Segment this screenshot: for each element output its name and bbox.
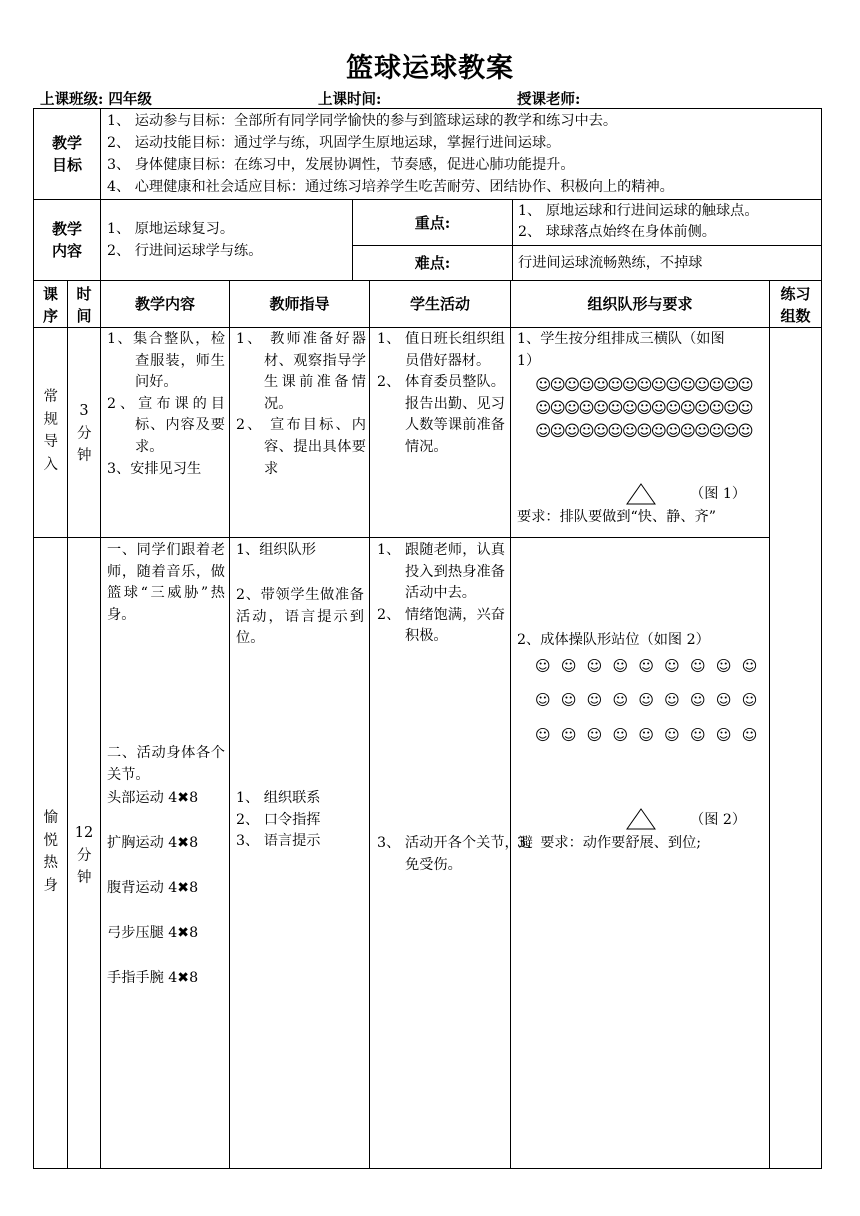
list-item: 2、 口令指挥 [236,811,321,828]
col-header-org: 组织队形与要求 [587,295,693,313]
smiley-row-1: ☺☺☺☺☺☺☺☺☺ [535,657,768,675]
section2-name: 愉 悦 热 身 [43,810,58,894]
list-item: 1、 教师准备好器材、观察指导学生课前准备情况。 [236,331,366,412]
goal-item: 1、 运动参与目标：全部所有同学同学愉快的参与到篮球运球的教学和练习中去。 [107,113,618,129]
difficulty-text: 行进间运球流畅熟练，不掉球 [518,255,703,271]
content-item: 1、 原地运球复习。 [107,221,235,237]
list-item: 1、 组织联系 [236,790,321,806]
section2-content-part2: 二、活动身体各个关节。 [107,745,225,783]
smiley-row-2: ☺☺☺☺☺☺☺☺☺☺☺☺☺☺☺ [535,399,752,417]
goals-label: 教学 目标 [51,134,82,174]
key-point-label: 重点: [414,214,451,232]
col-header-seq: 课 序 [42,285,58,325]
page-title: 篮球运球教案 [346,53,514,84]
smiley-row-3: ☺☺☺☺☺☺☺☺☺☺☺☺☺☺☺ [535,422,752,440]
section2-requirement: 3、要求：动作要舒展、到位; [517,835,702,851]
col-header-count: 练习 组数 [780,285,811,325]
section2-student [377,540,505,648]
section1-requirement: 要求：排队要做到“快、静、齐” [517,509,716,525]
smiley-row-2: ☺☺☺☺☺☺☺☺☺ [535,691,768,709]
section1-org-line2: 1） [517,353,541,369]
section2-content-part1: 一、同学们跟着老师，随着音乐，做篮球“三威胁”热身。 [107,542,225,623]
section1-student [377,329,505,459]
content-label: 教学 内容 [51,220,82,260]
goals-list [107,110,819,198]
fig2-label: （图 2） [690,812,747,828]
smiley-row-1: ☺☺☺☺☺☺☺☺☺☺☺☺☺☺☺ [535,376,752,394]
list-item: 1、集合整队，检查服装，师生问好。 [107,331,225,391]
list-item: 3、 语言提示 [236,833,321,850]
section1-org-line1: 1、学生按分组排成三横队（如图 [517,331,725,347]
list-item: 2、宣布课的目标、内容及要求。 [107,395,225,455]
goal-item: 4、 心理健康和社会适应目标：通过练习培养学生吃苦耐劳、团结协作、积极向上的精神。 [107,179,674,195]
section2-time: 12 分 钟 [74,825,94,886]
content-list [107,218,347,262]
list-item: 1、 跟随老师，认真投入到热身准备活动中去。 [377,542,505,602]
list-item: 3、安排见习生 [107,460,202,477]
goal-item: 2、 运动技能目标：通过学与练，巩固学生原地运球，掌握行进间运球。 [107,135,561,151]
class-label: 上课班级: 四年级 [40,91,152,108]
section2-student-item3: 3、 活动开各个关节，避免受伤。 [377,835,533,873]
section1-name: 常 规 导 入 [43,389,58,473]
exercise-item: 头部运动 4✖8 [107,790,199,806]
section1-content [107,329,225,480]
list-item: 2、 体育委员整队。报告出勤、见习人数等课前准备情况。 [377,374,505,455]
section2-org-line1: 2、成体操队形站位（如图 2） [517,632,710,648]
section2-teacher-part1: 1、组织队形 [236,542,316,558]
col-header-teacher: 教师指导 [269,295,330,313]
key-point-list: 1、 原地运球和行进间运球的触球点。 2、 球球落点始终在身体前侧。 [518,203,759,240]
smiley-row-3: ☺☺☺☺☺☺☺☺☺ [535,726,768,744]
exercise-item: 弓步压腿 4✖8 [107,925,199,941]
exercise-item: 手指手腕 4✖8 [107,970,199,986]
time-label: 上课时间: [318,91,382,108]
section1-teacher [236,329,366,480]
col-header-student: 学生活动 [409,295,470,313]
list-item: 1、 值日班长组织组员借好器材。 [377,331,505,369]
list-item: 2、 情绪饱满，兴奋积极。 [377,606,505,645]
fig1-label: （图 1） [690,486,747,502]
col-header-time: 时 间 [76,285,92,325]
exercise-item: 扩胸运动 4✖8 [107,835,199,851]
difficulty-label: 难点: [414,254,451,272]
exercise-item: 腹背运动 4✖8 [107,880,199,896]
section2-teacher-list [236,788,366,853]
list-item: 2、 宣布目标、内容、提出具体要求 [236,417,366,477]
section2-teacher-part2: 2、带领学生做准备活动，语言提示到位。 [236,587,364,647]
content-item: 2、 行进间运球学与练。 [107,243,263,259]
section1-time: 3 分 钟 [77,403,92,464]
goal-item: 3、 身体健康目标：在练习中，发展协调性，节奏感，促进心肺功能提升。 [107,157,575,173]
col-header-content: 教学内容 [134,295,195,313]
teacher-label: 授课老师: [517,91,581,108]
